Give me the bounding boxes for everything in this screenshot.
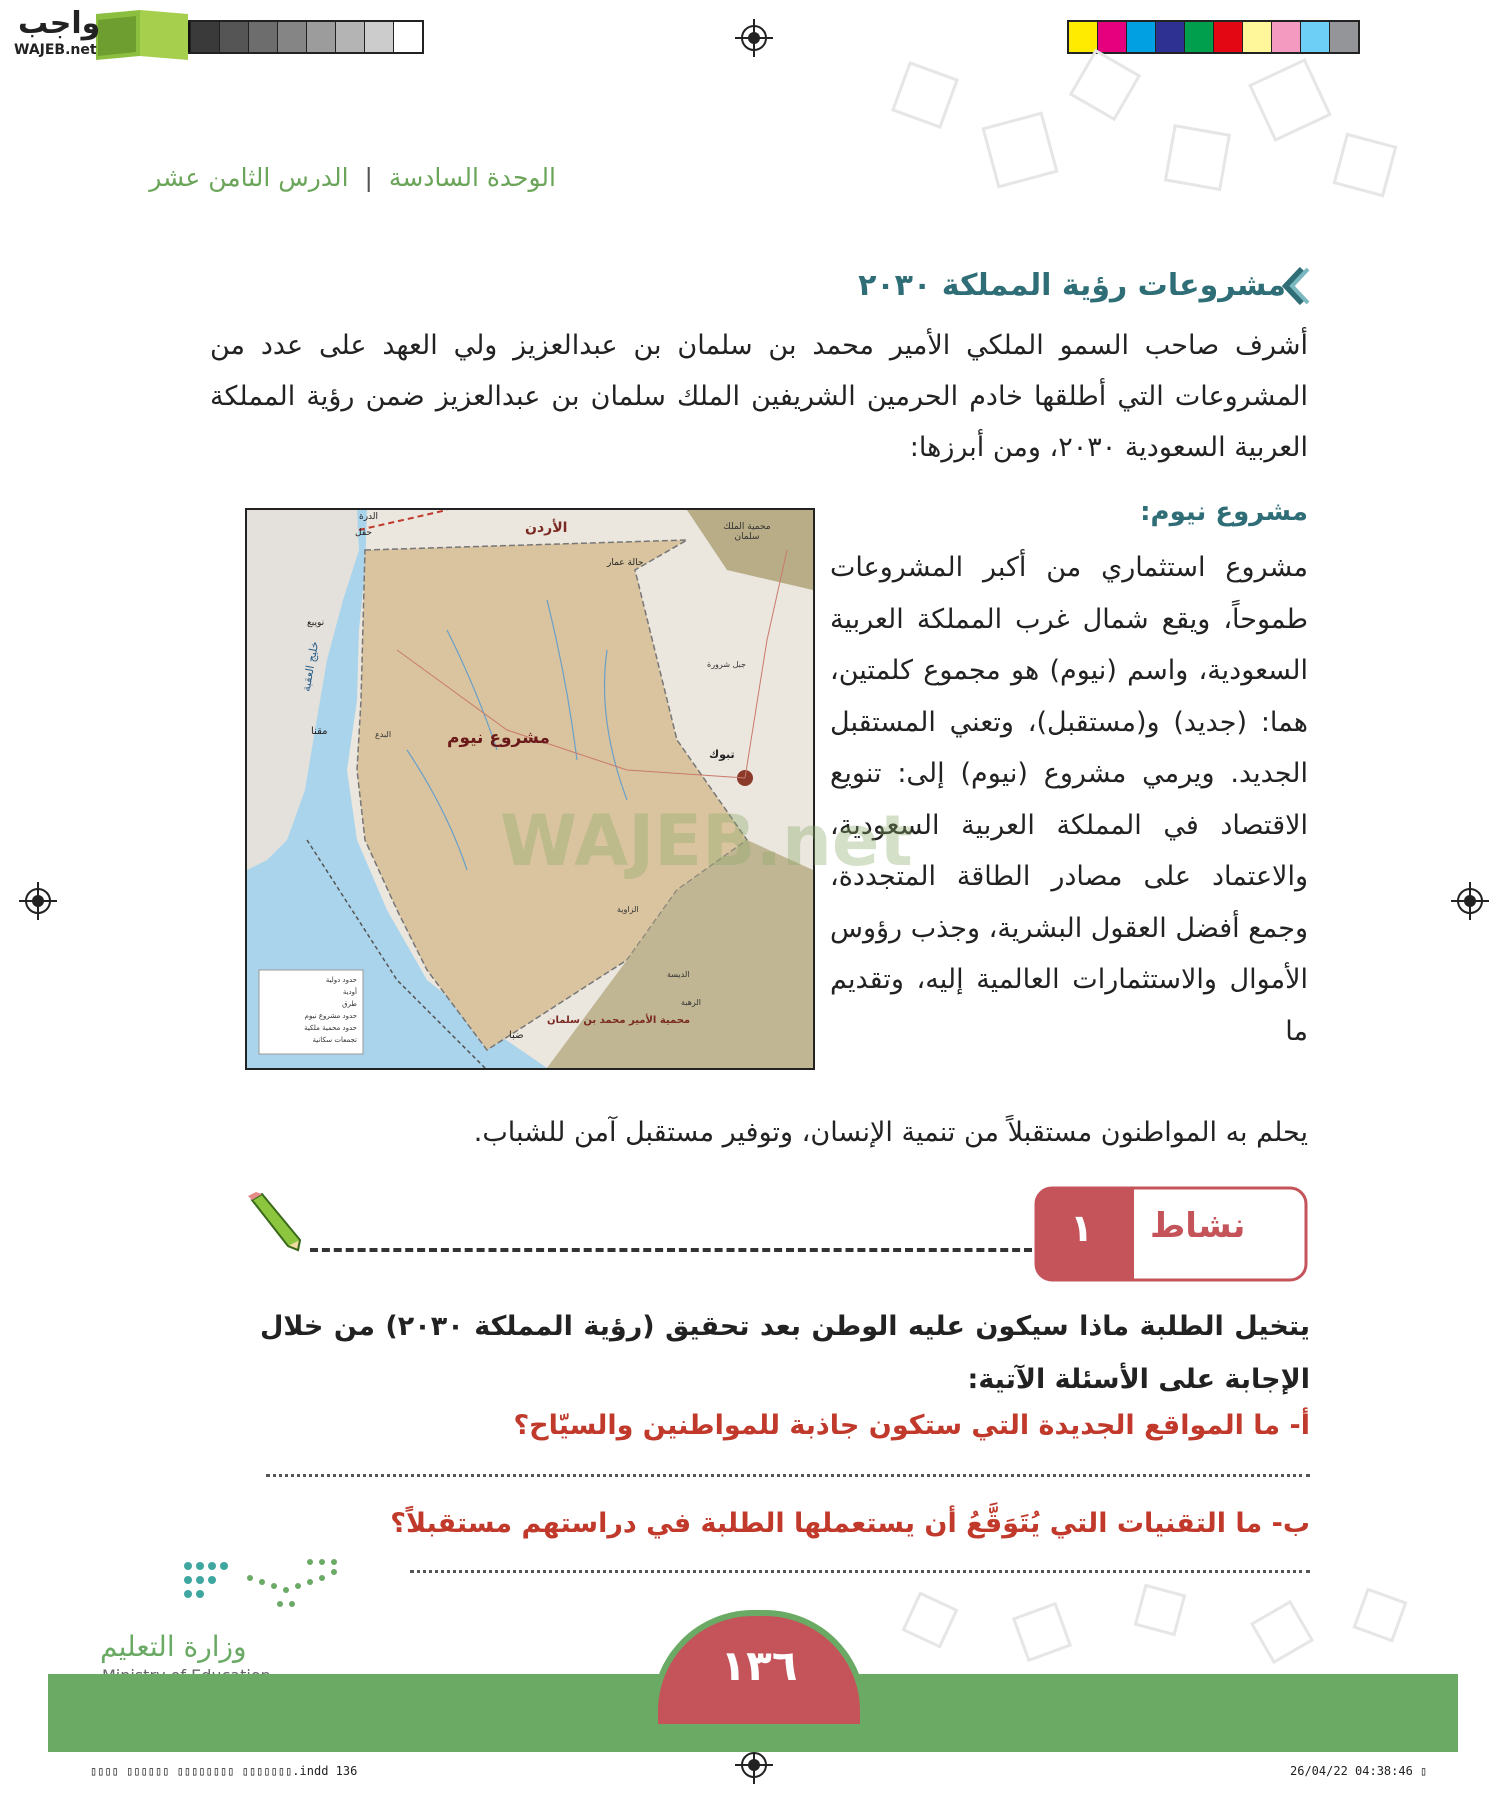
registration-mark-right [1457,888,1483,914]
activity-prompt: يتخيل الطلبة ماذا سيكون عليه الوطن بعد تحقيق (رؤية المملكة ٢٠٣٠) من خلال الإجابة على الأسئلة الآتية: [260,1311,1310,1395]
ministry-name-arabic: وزارة التعليم [100,1630,247,1663]
legend-item: حدود محمية ملكية [304,1024,357,1032]
map-label-muwaylih: الرهبة [681,998,701,1007]
map-label-nuweiba: نويبع [307,618,325,628]
map-title: مشروع نيوم [447,728,550,748]
activity-label: نشاط [1150,1206,1246,1246]
legend-item: تجمعات سكانية [312,1036,357,1044]
wajeb-logo-latin: WAJEB.net [14,42,97,58]
activity-dashed-divider [310,1248,1032,1252]
question-a: أ- ما المواقع الجديدة التي ستكون جاذبة للمواطنين والسيّاح؟ [513,1410,1310,1441]
legend-item: أودية [342,988,357,996]
neom-paragraph: مشروع استثماري من أكبر المشروعات طموحاً، ويقع شمال غرب المملكة العربية السعودية، واسم (نيوم) هو مجموع كلمتين، هما: (جديد) و(مستقبل)، وتعني المستقبل الجديد. ويرمي مشروع (نيوم) إلى: تنويع الاقتصاد في المملكة العربية السعودية، والاعتماد على مصادر الطاقة المتجددة، وجمع أفضل العقول البشرية، وجذب رؤوس الأموال والاستثمارات العالمية إليه، وتقديم ما [830,552,1308,1047]
map-label-jordan: الأردن [525,520,568,536]
map-label-duba: ضبا [509,1030,524,1041]
legend-item: حدود مشروع نيوم [304,1012,357,1020]
ministry-logo-icon [180,1558,350,1614]
page-header [149,163,556,192]
map-label-sharaf: جبل شرورة [707,660,746,669]
map-label-durra: الدرة [359,512,379,522]
answer-line-b[interactable] [410,1570,1310,1573]
wajeb-logo-arabic: واجب [18,6,101,41]
gray-calibration-bar [160,20,424,54]
decorative-pattern-bottom [880,1580,1440,1674]
map-label-king-salman-reserve: محمية الملك سلمان [723,522,771,542]
map-label-zahra: الزاوية [617,905,639,914]
map-label-halat-ammar: حالة عمار [607,558,644,568]
lesson-title: الدرس الثامن عشر [149,163,349,192]
intro-paragraph: أشرف صاحب السمو الملكي الأمير محمد بن سلمان بن عبدالعزيز ولي العهد على عدد من المشروعات التي أطلقها خادم الحرمين الشريفين الملك سلمان بن عبدالعزيز ضمن رؤية المملكة العربية السعودية ٢٠٣٠، ومن أبرزها: [210,330,1308,463]
page-number: ١٣٦ [652,1610,866,1724]
indd-file-slug: ▯▯▯▯ ▯▯▯▯▯▯ ▯▯▯▯▯▯▯▯ ▯▯▯▯▯▯▯.indd 136 [90,1764,358,1778]
map-label-mbs-reserve: محمية الأمير محمد بن سلمان [547,1015,691,1026]
map-label-haql: حقل [355,528,372,538]
map-label-gulf-aqaba: خليج العقبة [299,640,322,693]
pencil-icon [242,1192,308,1252]
legend-item: حدود دولية [325,976,357,984]
map-label-magna: مقنا [311,726,328,737]
registration-mark-top [741,25,767,51]
section-title: مشروعات رؤية المملكة ٢٠٣٠ [858,268,1286,303]
header-separator: | [364,163,373,192]
legend-item: طرق [342,1000,357,1008]
print-date-slug: 26/04/22 04:38:46 ▯ [1290,1764,1428,1778]
map-label-bid: البدع [375,730,392,739]
unit-title: الوحدة السادسة [388,163,556,192]
registration-mark-left [25,888,51,914]
neom-subheading: مشروع نيوم: [1140,497,1308,527]
neom-map [245,508,815,1070]
map-label-tabuk: تبوك [709,748,735,761]
neom-paragraph-tail: يحلم به المواطنون مستقبلاً من تنمية الإنسان، وتوفير مستقبل آمن للشباب. [473,1117,1308,1148]
answer-line-a[interactable] [266,1474,1310,1477]
activity-number: ١ [1070,1206,1094,1250]
question-b: ب- ما التقنيات التي يُتَوَقَّعُ أن يستعملها الطلبة في دراستهم مستقبلاً؟ [390,1508,1310,1539]
decorative-pattern-top [880,40,1440,240]
wajeb-watermark: WAJEB.net [500,800,913,882]
map-legend [263,974,357,1046]
map-label-hisma: الديسة [667,970,690,979]
registration-mark-bottom [741,1752,767,1778]
wajeb-logo [8,6,188,62]
